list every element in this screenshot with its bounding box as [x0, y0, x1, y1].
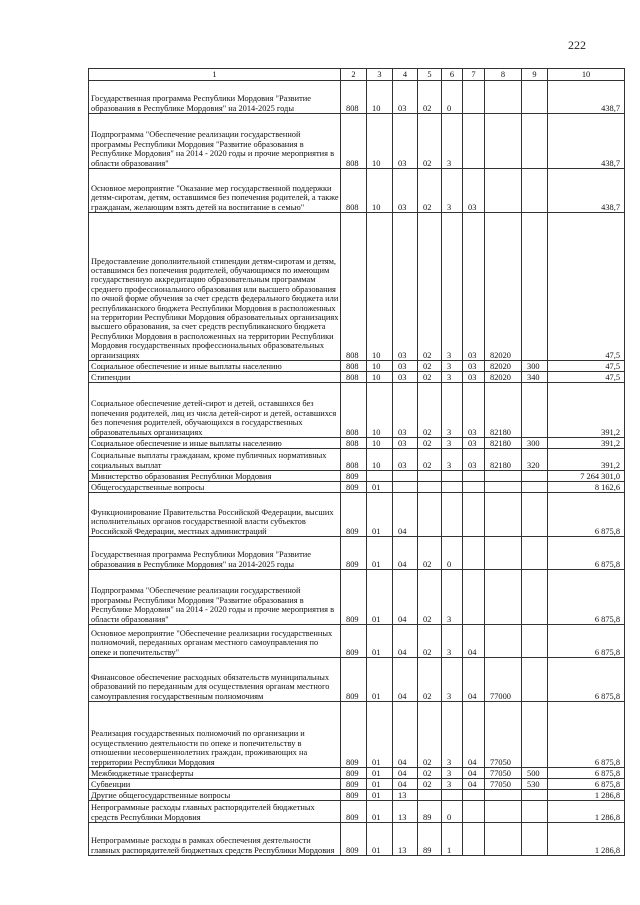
code-ministry: 809	[341, 537, 367, 570]
code-measure: 04	[463, 779, 485, 790]
row-description: Социальное обеспечение детей-сирот и детей, оставшихся без попечения родителей, лиц из числа детей-сирот и детей, оставшихся без попечения родителей, обучающихся в государственных образовательных организациях	[89, 383, 341, 438]
code-direction	[485, 471, 522, 482]
code-program: 02	[418, 169, 442, 213]
code-subprogram: 3	[442, 361, 463, 372]
code-measure	[463, 471, 485, 482]
row-description: Другие общегосударственные вопросы	[89, 790, 341, 801]
code-ministry: 808	[341, 449, 367, 471]
code-direction: 77050	[485, 768, 522, 779]
code-subprogram: 3	[442, 383, 463, 438]
code-measure	[463, 81, 485, 114]
code-expense-type	[522, 537, 548, 570]
row-description: Основное мероприятие "Оказание мер государственной поддержки детям-сиротам, детям, оставшимся без попечения родителей, а также гражданам, желающим взять детей на воспитание в семью"	[89, 169, 341, 213]
code-subprogram: 3	[442, 779, 463, 790]
amount: 391,2	[548, 383, 625, 438]
code-section: 01	[367, 482, 393, 493]
code-subprogram	[442, 790, 463, 801]
row-description: Подпрограмма "Обеспечение реализации государственной программы Республики Мордовия "Развитие образования в Республике Мордовия" на 2014 - 2020 годы и прочие мероприятия в области образования"	[89, 570, 341, 625]
code-measure	[463, 790, 485, 801]
code-subsection: 03	[393, 213, 418, 361]
code-section: 01	[367, 658, 393, 702]
code-ministry: 809	[341, 570, 367, 625]
amount: 1 286,8	[548, 823, 625, 856]
code-expense-type	[522, 169, 548, 213]
code-program: 02	[418, 702, 442, 768]
amount: 47,5	[548, 372, 625, 383]
code-section: 10	[367, 81, 393, 114]
row-description: Государственная программа Республики Мордовия "Развитие образования в Республике Мордовия" на 2014-2025 годы	[89, 81, 341, 114]
code-section: 01	[367, 625, 393, 658]
code-ministry: 809	[341, 801, 367, 823]
code-section: 01	[367, 493, 393, 537]
code-measure	[463, 114, 485, 169]
code-subsection: 04	[393, 625, 418, 658]
table-row	[89, 702, 625, 768]
code-measure	[463, 801, 485, 823]
code-subsection: 03	[393, 383, 418, 438]
code-measure	[463, 823, 485, 856]
row-description: Реализация государственных полномочий по организации и осуществлению деятельности по опеке и попечительству в отношении несовершеннолетних граждан, проживающих на территории Республики Мордовия	[89, 702, 341, 768]
amount: 6 875,8	[548, 658, 625, 702]
table-row	[89, 114, 625, 169]
column-header: 3	[367, 69, 393, 81]
code-subsection: 04	[393, 779, 418, 790]
code-subsection: 04	[393, 537, 418, 570]
row-description: Общегосударственные вопросы	[89, 482, 341, 493]
code-section: 10	[367, 361, 393, 372]
row-description: Социальное обеспечение и иные выплаты населению	[89, 438, 341, 449]
code-subprogram: 3	[442, 114, 463, 169]
code-direction	[485, 169, 522, 213]
code-section: 10	[367, 213, 393, 361]
code-expense-type	[522, 81, 548, 114]
column-header: 10	[548, 69, 625, 81]
code-expense-type	[522, 383, 548, 438]
table-row	[89, 482, 625, 493]
row-description: Основное мероприятие "Обеспечение реализации государственных полномочий, переданных органам местного самоуправления по опеке и попечительству"	[89, 625, 341, 658]
row-description: Государственная программа Республики Мордовия "Развитие образования в Республике Мордовия" на 2014-2025 годы	[89, 537, 341, 570]
code-ministry: 809	[341, 493, 367, 537]
code-expense-type: 300	[522, 438, 548, 449]
code-measure	[463, 570, 485, 625]
column-header: 5	[418, 69, 442, 81]
code-direction	[485, 625, 522, 658]
code-ministry: 808	[341, 372, 367, 383]
code-program: 02	[418, 81, 442, 114]
code-subprogram: 0	[442, 801, 463, 823]
code-ministry: 809	[341, 482, 367, 493]
code-subsection: 03	[393, 449, 418, 471]
code-section: 01	[367, 790, 393, 801]
table-header-row	[89, 69, 625, 81]
code-program: 02	[418, 625, 442, 658]
row-description: Министерство образования Республики Мордовия	[89, 471, 341, 482]
code-expense-type: 320	[522, 449, 548, 471]
code-direction	[485, 81, 522, 114]
table-row	[89, 493, 625, 537]
code-expense-type	[522, 482, 548, 493]
row-description: Подпрограмма "Обеспечение реализации государственной программы Республики Мордовия "Развитие образования в Республике Мордовия" на 2014 - 2020 годы и прочие мероприятия в области образования"	[89, 114, 341, 169]
code-direction: 77050	[485, 779, 522, 790]
table-row	[89, 81, 625, 114]
row-description: Непрограммные расходы главных распорядителей бюджетных средств Республики Мордовия	[89, 801, 341, 823]
code-measure	[463, 482, 485, 493]
amount: 6 875,8	[548, 779, 625, 790]
code-expense-type	[522, 493, 548, 537]
budget-table	[88, 68, 625, 856]
column-header: 8	[485, 69, 522, 81]
amount: 6 875,8	[548, 625, 625, 658]
code-subsection: 03	[393, 361, 418, 372]
code-measure: 04	[463, 625, 485, 658]
amount: 1 286,8	[548, 790, 625, 801]
row-description: Социальное обеспечение и иные выплаты населению	[89, 361, 341, 372]
amount: 47,5	[548, 361, 625, 372]
table-row	[89, 471, 625, 482]
code-ministry: 808	[341, 438, 367, 449]
code-section: 10	[367, 438, 393, 449]
code-expense-type	[522, 790, 548, 801]
code-section: 01	[367, 801, 393, 823]
amount: 6 875,8	[548, 493, 625, 537]
code-expense-type: 530	[522, 779, 548, 790]
code-subprogram: 3	[442, 438, 463, 449]
table-row	[89, 372, 625, 383]
table-row	[89, 213, 625, 361]
table-row	[89, 658, 625, 702]
code-expense-type	[522, 823, 548, 856]
code-program: 89	[418, 801, 442, 823]
code-direction: 82180	[485, 383, 522, 438]
code-direction: 82180	[485, 438, 522, 449]
code-expense-type: 500	[522, 768, 548, 779]
row-description: Субвенции	[89, 779, 341, 790]
code-measure: 03	[463, 449, 485, 471]
code-section: 01	[367, 823, 393, 856]
code-measure: 03	[463, 169, 485, 213]
code-direction	[485, 570, 522, 625]
code-program: 02	[418, 449, 442, 471]
code-direction: 77050	[485, 702, 522, 768]
code-subprogram	[442, 482, 463, 493]
table-row	[89, 790, 625, 801]
code-subsection: 13	[393, 790, 418, 801]
table-row	[89, 570, 625, 625]
code-expense-type	[522, 702, 548, 768]
code-direction	[485, 537, 522, 570]
code-ministry: 808	[341, 361, 367, 372]
code-section: 01	[367, 768, 393, 779]
table-row	[89, 823, 625, 856]
code-direction	[485, 823, 522, 856]
code-program	[418, 790, 442, 801]
code-section: 01	[367, 537, 393, 570]
table-row	[89, 383, 625, 438]
code-subprogram: 0	[442, 537, 463, 570]
code-direction	[485, 493, 522, 537]
code-program: 02	[418, 768, 442, 779]
code-ministry: 808	[341, 383, 367, 438]
amount: 438,7	[548, 81, 625, 114]
column-header: 1	[89, 69, 341, 81]
table-row	[89, 537, 625, 570]
code-program: 02	[418, 779, 442, 790]
code-ministry: 808	[341, 81, 367, 114]
column-header: 9	[522, 69, 548, 81]
code-subprogram: 3	[442, 213, 463, 361]
code-subprogram: 3	[442, 169, 463, 213]
code-subprogram: 3	[442, 372, 463, 383]
code-measure	[463, 537, 485, 570]
code-section: 10	[367, 114, 393, 169]
code-direction	[485, 790, 522, 801]
code-measure: 03	[463, 213, 485, 361]
code-ministry: 809	[341, 702, 367, 768]
code-measure: 03	[463, 372, 485, 383]
row-description: Финансовое обеспечение расходных обязательств муниципальных образований по переданным для осуществления органам местного самоуправления государственным полномочиям	[89, 658, 341, 702]
code-section: 10	[367, 372, 393, 383]
code-subprogram: 0	[442, 81, 463, 114]
code-ministry: 809	[341, 768, 367, 779]
code-subprogram: 3	[442, 658, 463, 702]
code-subsection	[393, 482, 418, 493]
code-direction: 82020	[485, 372, 522, 383]
code-section: 10	[367, 169, 393, 213]
code-subsection: 04	[393, 658, 418, 702]
code-subprogram: 3	[442, 449, 463, 471]
amount: 6 875,8	[548, 702, 625, 768]
code-subsection: 13	[393, 823, 418, 856]
code-expense-type	[522, 213, 548, 361]
code-section: 01	[367, 570, 393, 625]
code-subsection: 04	[393, 702, 418, 768]
code-measure	[463, 493, 485, 537]
code-section: 10	[367, 449, 393, 471]
table-row	[89, 768, 625, 779]
page-number: 222	[568, 38, 586, 52]
amount: 6 875,8	[548, 537, 625, 570]
code-ministry: 809	[341, 823, 367, 856]
amount: 6 875,8	[548, 570, 625, 625]
amount: 438,7	[548, 169, 625, 213]
table-row	[89, 438, 625, 449]
code-subprogram	[442, 471, 463, 482]
code-ministry: 809	[341, 779, 367, 790]
code-section: 10	[367, 383, 393, 438]
code-direction	[485, 114, 522, 169]
code-subsection: 03	[393, 372, 418, 383]
code-subprogram: 3	[442, 702, 463, 768]
code-direction: 82020	[485, 361, 522, 372]
row-description: Социальные выплаты гражданам, кроме публичных нормативных социальных выплат	[89, 449, 341, 471]
code-measure: 04	[463, 658, 485, 702]
code-direction: 82180	[485, 449, 522, 471]
column-header: 2	[341, 69, 367, 81]
table-row	[89, 449, 625, 471]
code-measure: 04	[463, 768, 485, 779]
amount: 391,2	[548, 438, 625, 449]
amount: 7 264 301,0	[548, 471, 625, 482]
code-program	[418, 482, 442, 493]
code-direction	[485, 482, 522, 493]
code-ministry: 809	[341, 625, 367, 658]
code-program: 02	[418, 438, 442, 449]
code-subsection: 03	[393, 169, 418, 213]
code-program: 02	[418, 361, 442, 372]
code-ministry: 809	[341, 658, 367, 702]
row-description: Непрограммные расходы в рамках обеспечения деятельности главных распорядителей бюджетных средств Республики Мордовия	[89, 823, 341, 856]
code-subsection: 13	[393, 801, 418, 823]
code-ministry: 808	[341, 114, 367, 169]
code-subprogram: 3	[442, 625, 463, 658]
column-header: 6	[442, 69, 463, 81]
code-program: 02	[418, 114, 442, 169]
amount: 391,2	[548, 449, 625, 471]
code-subsection: 04	[393, 570, 418, 625]
code-program: 02	[418, 372, 442, 383]
code-measure: 04	[463, 702, 485, 768]
row-description: Стипендии	[89, 372, 341, 383]
table-row	[89, 801, 625, 823]
code-program: 02	[418, 537, 442, 570]
code-ministry: 808	[341, 169, 367, 213]
code-subsection: 03	[393, 81, 418, 114]
code-ministry: 809	[341, 790, 367, 801]
row-description: Функционирование Правительства Российской Федерации, высших исполнительных органов государственной власти субъектов Российской Федерации, местных администраций	[89, 493, 341, 537]
table-row	[89, 625, 625, 658]
code-measure: 03	[463, 383, 485, 438]
code-expense-type: 300	[522, 361, 548, 372]
code-measure: 03	[463, 438, 485, 449]
code-section: 01	[367, 702, 393, 768]
code-expense-type	[522, 625, 548, 658]
table-row	[89, 361, 625, 372]
code-direction	[485, 801, 522, 823]
code-subprogram: 3	[442, 570, 463, 625]
code-direction: 82020	[485, 213, 522, 361]
amount: 6 875,8	[548, 768, 625, 779]
amount: 1 286,8	[548, 801, 625, 823]
code-expense-type	[522, 658, 548, 702]
code-program: 02	[418, 213, 442, 361]
code-subprogram	[442, 493, 463, 537]
code-direction: 77000	[485, 658, 522, 702]
code-program: 02	[418, 570, 442, 625]
code-expense-type: 340	[522, 372, 548, 383]
code-expense-type	[522, 471, 548, 482]
row-description: Предоставление дополнительной стипендии детям-сиротам и детям, оставшимся без попечения родителей, обучающимся по имеющим государственную аккредитацию образовательным программам среднего профессионального образования или высшего образования по очной форме обучения за счет средств федерального бюджета или республиканского бюджета Республики Мордовия в расположенных на территории Республики Мордовия образовательных организациях высшего образования, за счет средств республиканского бюджета Республики Мордовия в расположенных на территории Республики Мордовия государственных профессиональных образовательных организациях	[89, 213, 341, 361]
code-program: 02	[418, 658, 442, 702]
code-expense-type	[522, 570, 548, 625]
code-subprogram: 3	[442, 768, 463, 779]
code-section: 01	[367, 779, 393, 790]
table-row	[89, 779, 625, 790]
code-section	[367, 471, 393, 482]
row-description: Межбюджетные трансферты	[89, 768, 341, 779]
column-header: 7	[463, 69, 485, 81]
table-row	[89, 169, 625, 213]
amount: 8 162,6	[548, 482, 625, 493]
code-expense-type	[522, 801, 548, 823]
amount: 47,5	[548, 213, 625, 361]
code-subsection: 04	[393, 493, 418, 537]
code-program: 89	[418, 823, 442, 856]
code-program	[418, 493, 442, 537]
amount: 438,7	[548, 114, 625, 169]
code-subsection: 03	[393, 438, 418, 449]
code-ministry: 809	[341, 471, 367, 482]
code-subsection: 03	[393, 114, 418, 169]
code-subsection: 04	[393, 768, 418, 779]
code-ministry: 808	[341, 213, 367, 361]
code-program: 02	[418, 383, 442, 438]
code-subprogram: 1	[442, 823, 463, 856]
code-subsection	[393, 471, 418, 482]
code-program	[418, 471, 442, 482]
code-expense-type	[522, 114, 548, 169]
column-header: 4	[393, 69, 418, 81]
code-measure: 03	[463, 361, 485, 372]
